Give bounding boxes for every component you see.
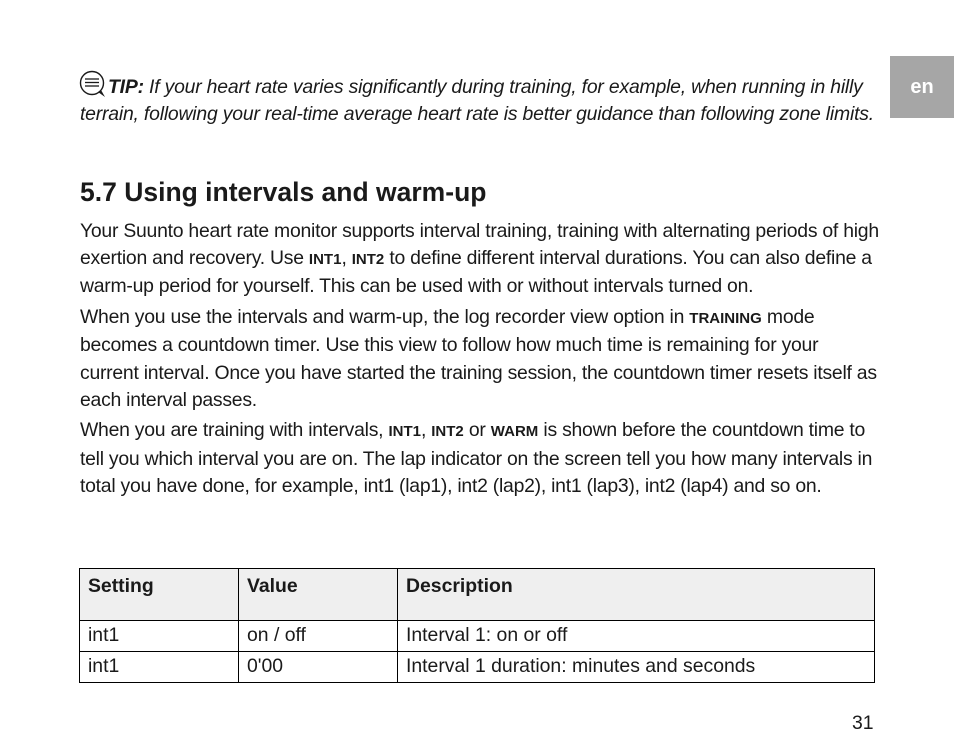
language-tab-label: en bbox=[910, 75, 934, 98]
table-cell-setting: int1 bbox=[80, 621, 239, 652]
paragraph-2 bbox=[80, 304, 880, 414]
table-row bbox=[80, 652, 875, 683]
language-tab bbox=[890, 56, 954, 118]
paragraph-1-text-a: Your Suunto heart rate monitor supports interval training, training with alternating periods of high exertion and recovery. Use bbox=[80, 220, 879, 270]
table-cell-description: Interval 1 duration: minutes and seconds bbox=[398, 652, 875, 683]
paragraph-1-sep: , bbox=[341, 247, 352, 270]
settings-table bbox=[79, 568, 875, 683]
table-cell-value: on / off bbox=[239, 621, 398, 652]
tip-text: If your heart rate varies significantly during training, for example, when running in hilly terrain, following your real-time average heart rate is better guidance than following zone limits. bbox=[80, 76, 874, 125]
table-header-setting: Setting bbox=[80, 569, 239, 621]
tip-note bbox=[80, 70, 880, 128]
table-row bbox=[80, 621, 875, 652]
table-header-row bbox=[80, 569, 875, 621]
tip-note-icon bbox=[78, 70, 108, 98]
paragraph-3-text-a: When you are training with intervals, bbox=[80, 419, 389, 442]
section-heading: 5.7 Using intervals and warm-up bbox=[80, 177, 487, 207]
paragraph-3-text-b: is shown before the countdown time to tell you which interval you are on. The lap indicator on the screen tell you how many intervals in total you have done, for example, int1 (lap1), int2 (lap2), int1 (lap3), int2 (lap4) and so on. bbox=[80, 419, 873, 497]
code-int1: INT1 bbox=[308, 251, 342, 269]
tip-label: TIP: bbox=[108, 76, 144, 98]
code-int2: INT2 bbox=[431, 423, 464, 441]
paragraph-2-text-b: mode becomes a countdown timer. Use this view to follow how much time is remaining for your current interval. Once you have started the training session, the countdown timer resets itself as each interval passes. bbox=[80, 306, 877, 411]
page-number: 31 bbox=[852, 712, 874, 734]
code-int1: INT1 bbox=[388, 423, 421, 441]
code-int2: INT2 bbox=[351, 251, 385, 269]
table-header-value: Value bbox=[239, 569, 398, 621]
code-warm: WARM bbox=[490, 423, 539, 441]
paragraph-1-text-b: to define different interval durations. You can also define a warm-up period for yourself. This can be used with or without intervals turned on. bbox=[80, 247, 872, 298]
table-cell-setting: int1 bbox=[80, 652, 239, 683]
paragraph-3-sep: , bbox=[420, 419, 432, 442]
paragraph-3 bbox=[80, 417, 880, 500]
table-cell-description: Interval 1: on or off bbox=[398, 621, 875, 652]
paragraph-1 bbox=[80, 218, 880, 301]
paragraph-3-or: or bbox=[463, 419, 491, 442]
table-header-description: Description bbox=[398, 569, 875, 621]
code-training: TRAINING bbox=[689, 310, 762, 328]
table-cell-value: 0'00 bbox=[239, 652, 398, 683]
paragraph-2-text-a: When you use the intervals and warm-up, the log recorder view option in bbox=[80, 306, 690, 329]
section-body bbox=[80, 218, 880, 504]
